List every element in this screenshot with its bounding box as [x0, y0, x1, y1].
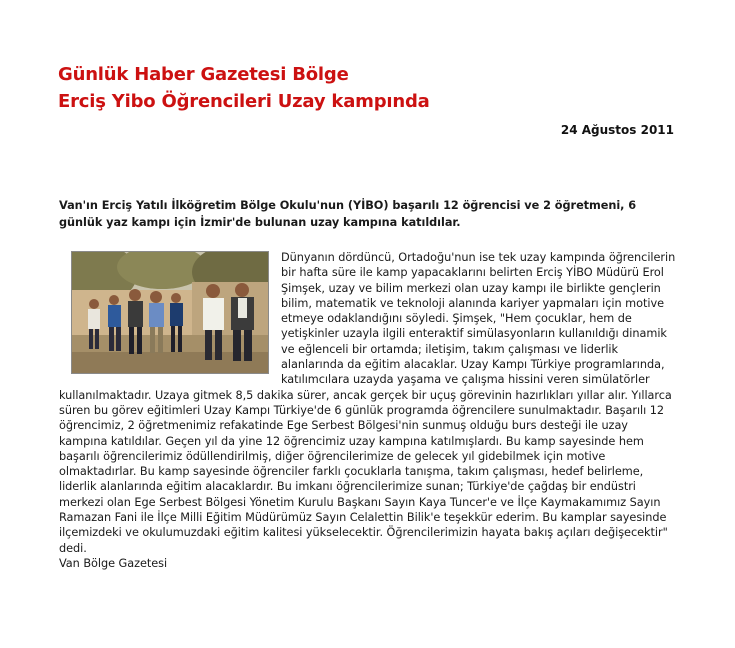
headline	[58, 61, 430, 115]
headline-line-1: Günlük Haber Gazetesi Bölge	[58, 64, 349, 85]
group-photo-illustration	[72, 252, 269, 374]
source-credit: Van Bölge Gazetesi	[59, 556, 168, 570]
article-text: Dünyanın dördüncü, Ortadoğu'nun ise tek uzay kampında öğrencilerin bir hafta süre ile kamp yapacaklarını belirten Erciş YİBO Müdürü Erol Şimşek, uzay ve bilim merkezi olan uzay kampı ile birlikte gençlerin bilim, matematik ve teknoloji alanında kariyer yapmaları için motive etmeye odaklandığını söyledi. Şimşek, "Hem çocuklar, hem de yetişkinler uzayla ilgili enteraktif simülasyonların kullanıldığı dinamik ve eğlenceli bir ortamda; iletişim, takım çalışması ve liderlik alanlarında da eğitim alacaklar. Uzay Kampı Türkiye programlarında, katılımcılara uzayda yaşama ve çalışma hissini veren simülatörler kullanılmaktadır. Uzaya gitmek 8,5 dakika sürer, ancak gerçek bir uçuş görevinin hazırlıkları yıllar alır. Yıllarca süren bu görev eğitimleri Uzay Kampı Türkiye'de 6 günlük programda öğrencilere sunulmaktadır. Başarılı 12 öğrencimiz, 2 öğretmenimiz refakatinde Ege Serbest Bölgesi'nin sunmuş olduğu burs desteği ile uzay kampına katıldılar. Geçen yıl da yine 12 öğrencimiz uzay kampına katılmışlardı. Bu kamp sayesinde hem başarılı öğrencilerimiz ödüllendirilmiş, diğer öğrencilerimize de gelecek yıl gidebilmek için motive olmaktadırlar. Bu kamp sayesinde öğrenciler farklı çocuklarla tanışma, takım çalışması, hedef belirleme, liderlik alanlarında eğitim alacaklardır. Bu imkanı öğrencilerimize sunan; Türkiye'de çağdaş bir endüstri merkezi olan Ege Serbest Bölgesi Yönetim Kurulu Başkanı Sayın Kaya Tuncer'e ve İlçe Kaymakamımız Sayın Ramazan Fani ile İlçe Milli Eğitim Müdürümüz Sayın Celalettin Bilik'e teşekkür ederim. Bu kamplar sayesinde ilçemizdeki ve okulumuzdaki eğitim kalitesi yükselecektir. Öğrencilerimizin hayata bakış açıları değişecektir" dedi.	[59, 251, 676, 555]
article-photo	[71, 251, 269, 374]
lead-paragraph: Van'ın Erciş Yatılı İlköğretim Bölge Okulu'nun (YİBO) başarılı 12 öğrencisi ve 2 öğretmeni, 6 günlük yaz kampı için İzmir'de bulunan uzay kampına katıldılar.	[59, 199, 637, 229]
article-body	[59, 250, 677, 571]
headline-line-2: Erciş Yibo Öğrencileri Uzay kampında	[58, 91, 430, 112]
publication-date: 24 Ağustos 2011	[560, 123, 674, 137]
